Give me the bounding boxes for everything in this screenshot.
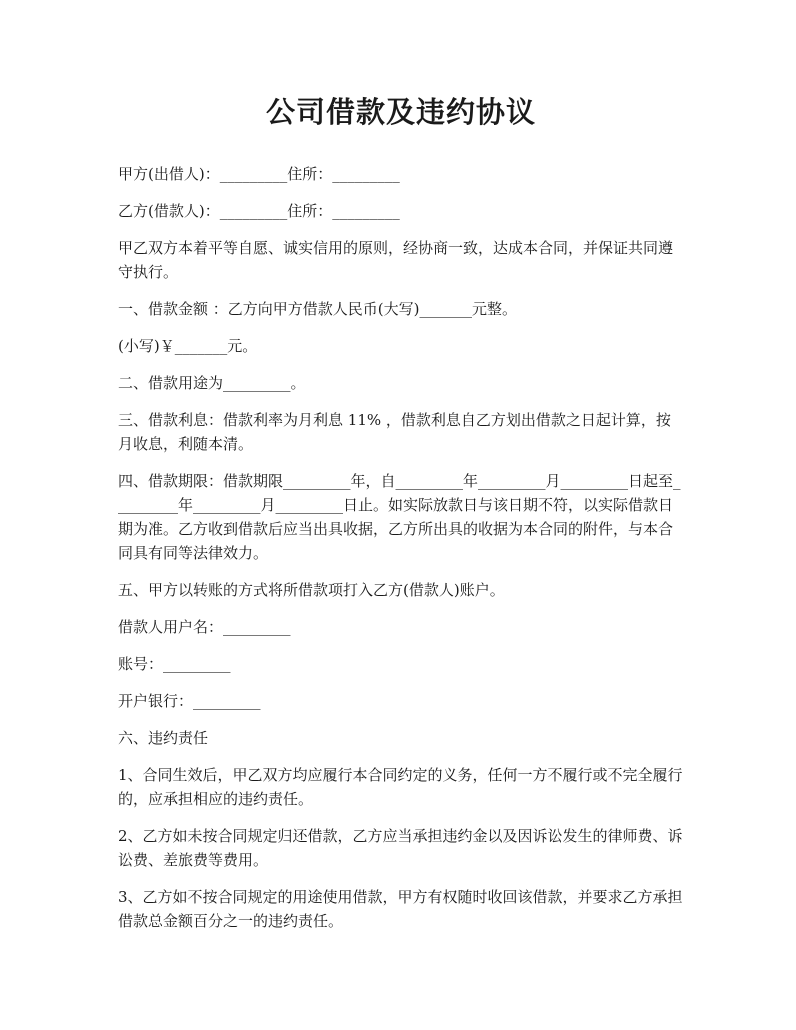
preamble-paragraph: 甲乙双方本着平等自愿、诚实信用的原则，经协商一致，达成本合同，并保证共同遵守执行。: [118, 239, 674, 281]
breach-item-1: 1、合同生效后，甲乙双方均应履行本合同约定的义务，任何一方不履行或不完全履行的，应承担相应的违约责任。: [118, 766, 683, 808]
clause-4-loan-term: 四、借款期限：借款期限_________年，自_________年_________月_________日起至_________年_________月_________日止。如实际放款日与该日期不符，以实际借款日期为准。乙方收到借款后应当出具收据，乙方所出具的收据为本合同的附件，与本合同具有同等法律效力。: [118, 472, 681, 562]
breach-item-2: 2、乙方如未按合同规定归还借款，乙方应当承担违约金以及因诉讼发生的律师费、诉讼费、差旅费等费用。: [118, 827, 683, 869]
bank-name-line: 开户银行：_________: [118, 692, 261, 710]
breach-item-3: 3、乙方如不按合同规定的用途使用借款，甲方有权随时收回该借款，并要求乙方承担借款总金额百分之一的违约责任。: [118, 888, 683, 930]
clause-1-amount-lowercase: (小写)￥_______元。: [118, 337, 258, 355]
document-title: 公司借款及违约协议: [265, 95, 536, 129]
clause-6-heading: 六、违约责任: [118, 729, 209, 747]
account-number-line: 账号：_________: [118, 655, 231, 673]
party-a-line: 甲方(出借人)：_________住所：_________: [118, 165, 400, 183]
clause-5-transfer: 五、甲方以转账的方式将所借款项打入乙方(借款人)账户。: [118, 581, 505, 599]
clause-2-loan-purpose: 二、借款用途为_________。: [118, 374, 306, 392]
borrower-username-line: 借款人用户名：_________: [118, 618, 291, 636]
clause-3-interest: 三、借款利息：借款利率为月利息 11% ，借款利息自乙方划出借款之日起计算，按月收息，利随本清。: [118, 411, 671, 453]
clause-1-loan-amount: 一、借款金额 ：乙方向甲方借款人民币(大写)_______元整。: [118, 300, 517, 318]
party-b-line: 乙方(借款人)：_________住所：_________: [118, 202, 400, 220]
